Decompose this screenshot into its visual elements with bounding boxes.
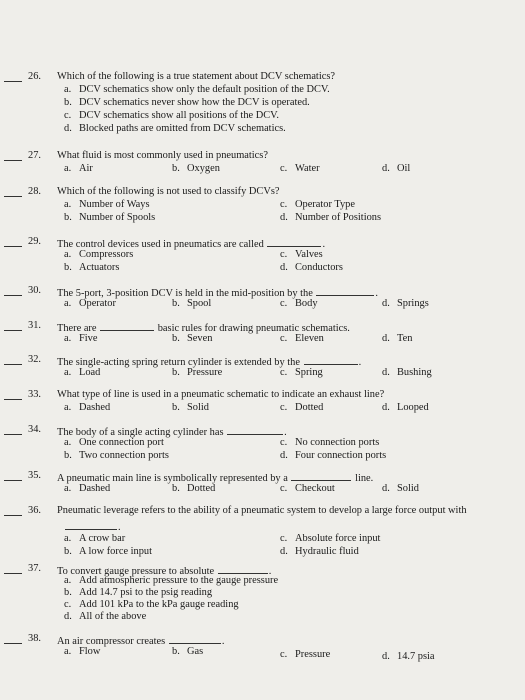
- option-c[interactable]: c. Operator Type: [280, 199, 355, 210]
- option-b[interactable]: b. Add 14.7 psi to the psig reading: [64, 587, 213, 598]
- question-number: 37.: [28, 563, 41, 574]
- option-b[interactable]: b. DCV schematics never show how the DCV is operated.: [64, 97, 310, 108]
- question-text: An air compressor creates .: [57, 633, 224, 648]
- option-d[interactable]: d. Springs: [382, 298, 429, 309]
- option-d[interactable]: d. Blocked paths are omitted from DCV schematics.: [64, 123, 286, 134]
- option-d[interactable]: d. Oil: [382, 163, 411, 174]
- option-c[interactable]: c. Absolute force input: [280, 533, 381, 544]
- option-c[interactable]: c. Checkout: [280, 483, 335, 494]
- fill-in-line: .: [64, 519, 121, 534]
- option-c[interactable]: c. Spring: [280, 367, 323, 378]
- option-a[interactable]: a. Five: [64, 333, 98, 344]
- fill-in-blank[interactable]: [267, 236, 321, 247]
- question-number: 29.: [28, 236, 41, 247]
- question-number: 33.: [28, 389, 41, 400]
- option-a[interactable]: a. A crow bar: [64, 533, 126, 544]
- option-c[interactable]: c. No connection ports: [280, 437, 380, 448]
- option-b[interactable]: b. A low force input: [64, 546, 153, 557]
- option-c[interactable]: c. Water: [280, 163, 320, 174]
- option-d[interactable]: d. Hydraulic fluid: [280, 546, 359, 557]
- answer-blank[interactable]: [4, 246, 22, 247]
- option-a[interactable]: a. DCV schematics show only the default position of the DCV.: [64, 84, 330, 95]
- option-c[interactable]: c. Pressure: [280, 649, 331, 660]
- question-text: Which of the following is a true statement about DCV schematics?: [57, 71, 335, 82]
- question-number: 38.: [28, 633, 41, 644]
- option-b[interactable]: b. Number of Spools: [64, 212, 156, 223]
- option-a[interactable]: a. One connection port: [64, 437, 164, 448]
- option-d[interactable]: d. Bushing: [382, 367, 432, 378]
- fill-in-blank[interactable]: [304, 354, 358, 365]
- question-number: 27.: [28, 150, 41, 161]
- answer-blank[interactable]: [4, 330, 22, 331]
- question-number: 36.: [28, 505, 41, 516]
- question-number: 35.: [28, 470, 41, 481]
- option-b[interactable]: b. Dotted: [172, 483, 216, 494]
- option-b[interactable]: b. Solid: [172, 402, 209, 413]
- question-text: There are basic rules for drawing pneumatic schematics.: [57, 320, 350, 335]
- question-text: A pneumatic main line is symbolically represented by a line.: [57, 470, 373, 485]
- option-b[interactable]: b. Pressure: [172, 367, 223, 378]
- answer-blank[interactable]: [4, 434, 22, 435]
- question-text: What fluid is most commonly used in pneumatics?: [57, 150, 268, 161]
- option-c[interactable]: c. Dotted: [280, 402, 324, 413]
- question-text: The body of a single acting cylinder has .: [57, 424, 287, 439]
- question-number: 26.: [28, 71, 41, 82]
- question-number: 28.: [28, 186, 41, 197]
- answer-blank[interactable]: [4, 480, 22, 481]
- question-number: 30.: [28, 285, 41, 296]
- option-b[interactable]: b. Seven: [172, 333, 213, 344]
- option-d[interactable]: d. Solid: [382, 483, 419, 494]
- question-text: The 5-port, 3-position DCV is held in the mid-position by the .: [57, 285, 378, 300]
- fill-in-blank[interactable]: [316, 285, 374, 296]
- answer-blank[interactable]: [4, 364, 22, 365]
- option-c[interactable]: c. Eleven: [280, 333, 324, 344]
- option-d[interactable]: d. 14.7 psia: [382, 651, 435, 662]
- question-text: Pneumatic leverage refers to the ability of a pneumatic system to develop a large force output with: [57, 505, 467, 516]
- answer-blank[interactable]: [4, 295, 22, 296]
- answer-blank[interactable]: [4, 81, 22, 82]
- question-text: What type of line is used in a pneumatic schematic to indicate an exhaust line?: [57, 389, 385, 400]
- fill-in-blank[interactable]: [218, 563, 268, 574]
- option-b[interactable]: b. Gas: [172, 646, 204, 657]
- option-c[interactable]: c. Valves: [280, 249, 323, 260]
- option-b[interactable]: b. Actuators: [64, 262, 120, 273]
- question-number: 31.: [28, 320, 41, 331]
- option-d[interactable]: d. Number of Positions: [280, 212, 382, 223]
- answer-blank[interactable]: [4, 160, 22, 161]
- option-a[interactable]: a. Compressors: [64, 249, 134, 260]
- answer-blank[interactable]: [4, 515, 22, 516]
- answer-blank[interactable]: [4, 196, 22, 197]
- option-d[interactable]: d. Conductors: [280, 262, 343, 273]
- option-a[interactable]: a. Dashed: [64, 402, 111, 413]
- fill-in-blank[interactable]: [169, 633, 221, 644]
- option-c[interactable]: c. DCV schematics show all positions of the DCV.: [64, 110, 279, 121]
- option-a[interactable]: a. Dashed: [64, 483, 111, 494]
- option-a[interactable]: a. Flow: [64, 646, 101, 657]
- answer-blank[interactable]: [4, 643, 22, 644]
- option-b[interactable]: b. Spool: [172, 298, 212, 309]
- option-c[interactable]: c. Add 101 kPa to the kPa gauge reading: [64, 599, 239, 610]
- fill-in-blank[interactable]: [100, 320, 154, 331]
- question-number: 34.: [28, 424, 41, 435]
- option-d[interactable]: d. All of the above: [64, 611, 147, 622]
- question-text: The control devices used in pneumatics are called .: [57, 236, 325, 251]
- fill-in-blank[interactable]: [227, 424, 283, 435]
- answer-blank[interactable]: [4, 573, 22, 574]
- question-text: Which of the following is not used to classify DCVs?: [57, 186, 280, 197]
- option-a[interactable]: a. Number of Ways: [64, 199, 150, 210]
- option-a[interactable]: a. Add atmospheric pressure to the gauge pressure: [64, 575, 279, 586]
- option-b[interactable]: b. Two connection ports: [64, 450, 169, 461]
- option-d[interactable]: d. Ten: [382, 333, 413, 344]
- question-text: To convert gauge pressure to absolute .: [57, 563, 271, 578]
- fill-in-blank[interactable]: [65, 519, 117, 530]
- answer-blank[interactable]: [4, 399, 22, 400]
- option-c[interactable]: c. Body: [280, 298, 318, 309]
- fill-in-blank[interactable]: [291, 470, 351, 481]
- option-d[interactable]: d. Looped: [382, 402, 429, 413]
- option-a[interactable]: a. Load: [64, 367, 101, 378]
- option-d[interactable]: d. Four connection ports: [280, 450, 387, 461]
- option-a[interactable]: a. Air: [64, 163, 93, 174]
- option-a[interactable]: a. Operator: [64, 298, 116, 309]
- question-number: 32.: [28, 354, 41, 365]
- option-b[interactable]: b. Oxygen: [172, 163, 220, 174]
- question-text: The single-acting spring return cylinder is extended by the .: [57, 354, 361, 369]
